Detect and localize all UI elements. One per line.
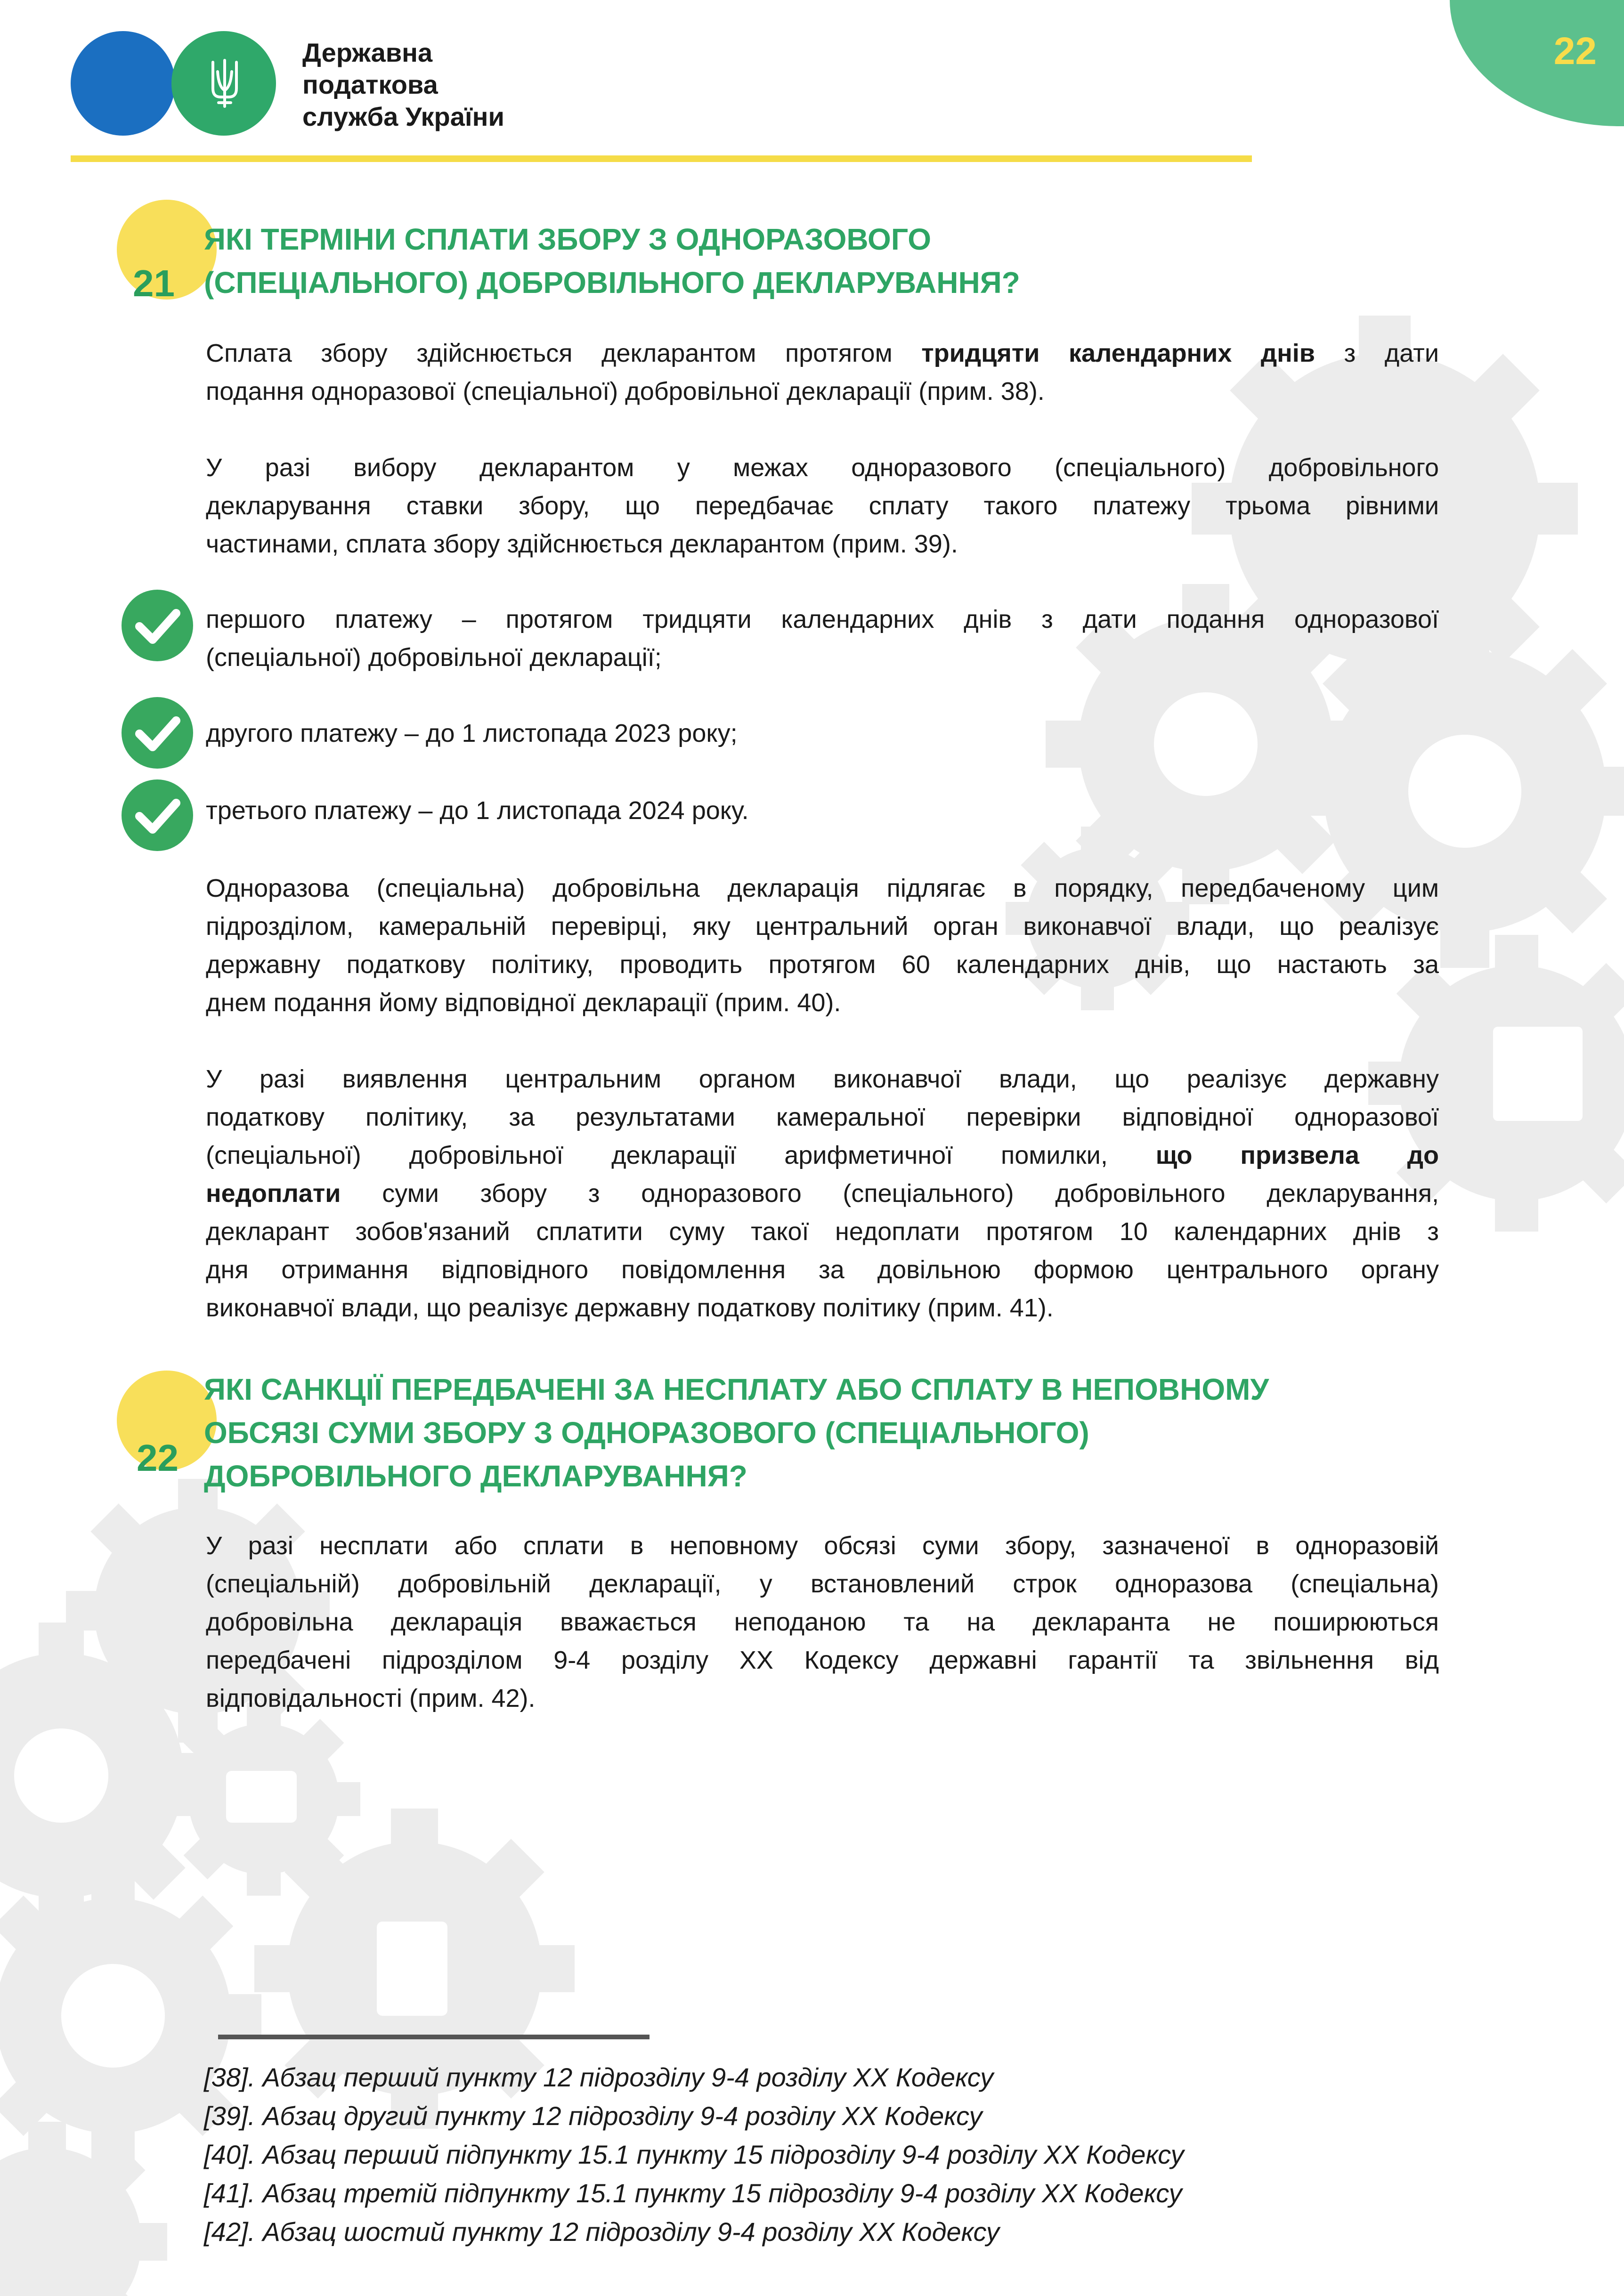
section-number: 21 bbox=[133, 262, 175, 304]
text-line: У разі несплати або сплати в неповному обсязі суми збору, зазначеної в одноразовій bbox=[206, 1532, 1439, 1560]
text-line bbox=[206, 1175, 1439, 1213]
bullet-item bbox=[206, 714, 1439, 753]
text-line: декларування ставки збору, що передбачає сплату такого платежу трьома рівними bbox=[206, 492, 1439, 520]
checklist-icon bbox=[377, 1922, 447, 2016]
section-heading bbox=[204, 218, 1020, 304]
bullet-item bbox=[206, 600, 1439, 677]
text-run: (спеціальної) добровільної декларації арифметичної помилки, bbox=[206, 1141, 1108, 1169]
footnote-divider bbox=[218, 2035, 650, 2039]
agency-name-line: податкова bbox=[302, 70, 438, 99]
text-line: декларант зобов'язаний сплатити суму такої недоплати протягом 10 календарних днів з bbox=[206, 1217, 1439, 1246]
paragraph bbox=[206, 1060, 1439, 1327]
section-number: 22 bbox=[137, 1437, 179, 1479]
briefcase-icon bbox=[226, 1771, 297, 1823]
text-line: підрозділом, камеральній перевірці, яку центральний орган виконавчої влади, що реалізує bbox=[206, 912, 1439, 941]
bullet-item bbox=[206, 792, 1439, 830]
agency-name bbox=[302, 37, 504, 133]
bold-text-run: недоплати bbox=[206, 1179, 341, 1208]
text-line: Одноразова (спеціальна) добровільна декларація підлягає в порядку, передбаченому цим bbox=[206, 874, 1439, 902]
text-line bbox=[206, 334, 1439, 373]
text-line: передбачені підрозділом 9-4 розділу XX Кодексу державні гарантії та звільнення від bbox=[206, 1646, 1439, 1674]
target-icon bbox=[61, 1964, 165, 2068]
text-line: У разі вибору декларантом у межах одноразового (спеціального) добровільного bbox=[206, 454, 1439, 482]
text-line: подання одноразової (спеціальної) добровільної декларації (прим. 38). bbox=[206, 377, 1045, 406]
mail-icon bbox=[1493, 1027, 1583, 1121]
text-line: державну податкову політику, проводить протягом 60 календарних днів, що настають за bbox=[206, 950, 1439, 979]
section-heading bbox=[204, 1368, 1269, 1498]
checkmark-icon bbox=[122, 590, 193, 661]
text-line: третього платежу – до 1 листопада 2024 року. bbox=[206, 796, 749, 825]
text-run: з дати bbox=[1344, 339, 1439, 367]
page-number: 22 bbox=[1553, 30, 1597, 73]
text-run: Сплата збору здійснюється декларантом протягом bbox=[206, 339, 893, 367]
agency-name-line: Державна bbox=[302, 38, 433, 67]
text-line: (спеціальної) добровільної декларації; bbox=[206, 643, 662, 672]
footnote: [41]. Абзац третій підпункту 15.1 пункту 15 підрозділу 9-4 розділу XX Кодексу bbox=[204, 2178, 1182, 2208]
text-line: (спеціальній) добровільній декларації, у встановлений строк одноразова (спеціальна) bbox=[206, 1570, 1439, 1598]
text-run: суми збору з одноразового (спеціального) добровільного декларування, bbox=[382, 1179, 1439, 1208]
footnotes bbox=[204, 2058, 1184, 2251]
agency-name-line: служба України bbox=[302, 102, 504, 131]
text-line: відповідальності (прим. 42). bbox=[206, 1684, 536, 1712]
paragraph bbox=[206, 1527, 1439, 1718]
footnote: [40]. Абзац перший підпункту 15.1 пункту 15 підрозділу 9-4 розділу XX Кодексу bbox=[204, 2140, 1184, 2169]
text-line: добровільна декларація вважається неподаною та на декларанта не поширюються bbox=[206, 1608, 1439, 1636]
trident-emblem-icon bbox=[209, 57, 240, 109]
text-line: податкову політику, за результатами камеральної перевірки відповідної одноразової bbox=[206, 1103, 1439, 1131]
text-line: дня отримання відповідного повідомлення за довільною формою центрального органу bbox=[206, 1256, 1439, 1284]
pie-chart-icon bbox=[14, 1728, 108, 1823]
text-line: виконавчої влади, що реалізує державну податкову політику (прим. 41). bbox=[206, 1294, 1054, 1322]
footnote: [38]. Абзац перший пункту 12 підрозділу 9-4 розділу XX Кодексу bbox=[204, 2062, 994, 2092]
paragraph bbox=[206, 334, 1439, 411]
text-line bbox=[206, 1136, 1439, 1175]
section-heading-line: ДОБРОВІЛЬНОГО ДЕКЛАРУВАННЯ? bbox=[204, 1459, 747, 1493]
bold-text-run: тридцяти календарних днів bbox=[921, 339, 1315, 367]
section-heading-line: ЯКІ САНКЦІЇ ПЕРЕДБАЧЕНІ ЗА НЕСПЛАТУ АБО СПЛАТУ В НЕПОВНОМУ bbox=[204, 1372, 1269, 1406]
checkmark-icon bbox=[122, 697, 193, 769]
logo-blue-circle bbox=[71, 31, 175, 136]
paragraph bbox=[206, 449, 1439, 563]
bold-text-run: що призвела до bbox=[1155, 1141, 1439, 1169]
text-line: У разі виявлення центральним органом виконавчої влади, що реалізує державну bbox=[206, 1065, 1439, 1093]
section-heading-line: ЯКІ ТЕРМІНИ СПЛАТИ ЗБОРУ З ОДНОРАЗОВОГО bbox=[204, 222, 932, 256]
footnote: [42]. Абзац шостий пункту 12 підрозділу 9-4 розділу XX Кодексу bbox=[204, 2217, 999, 2247]
text-line: днем подання йому відповідної декларації (прим. 40). bbox=[206, 989, 841, 1017]
paragraph bbox=[206, 869, 1439, 1022]
section-heading-line: (СПЕЦІАЛЬНОГО) ДОБРОВІЛЬНОГО ДЕКЛАРУВАННЯ? bbox=[204, 266, 1020, 300]
checkmark-icon bbox=[122, 779, 193, 851]
text-line: першого платежу – протягом тридцяти календарних днів з дати подання одноразової bbox=[206, 605, 1439, 633]
section-heading-line: ОБСЯЗІ СУМИ ЗБОРУ З ОДНОРАЗОВОГО (СПЕЦІАЛЬНОГО) bbox=[204, 1416, 1089, 1450]
text-line: другого платежу – до 1 листопада 2023 року; bbox=[206, 719, 738, 747]
text-line: частинами, сплата збору здійснюється декларантом (прим. 39). bbox=[206, 530, 958, 558]
header-divider bbox=[71, 155, 1252, 162]
footnote: [39]. Абзац другий пункту 12 підрозділу 9-4 розділу XX Кодексу bbox=[204, 2101, 983, 2131]
